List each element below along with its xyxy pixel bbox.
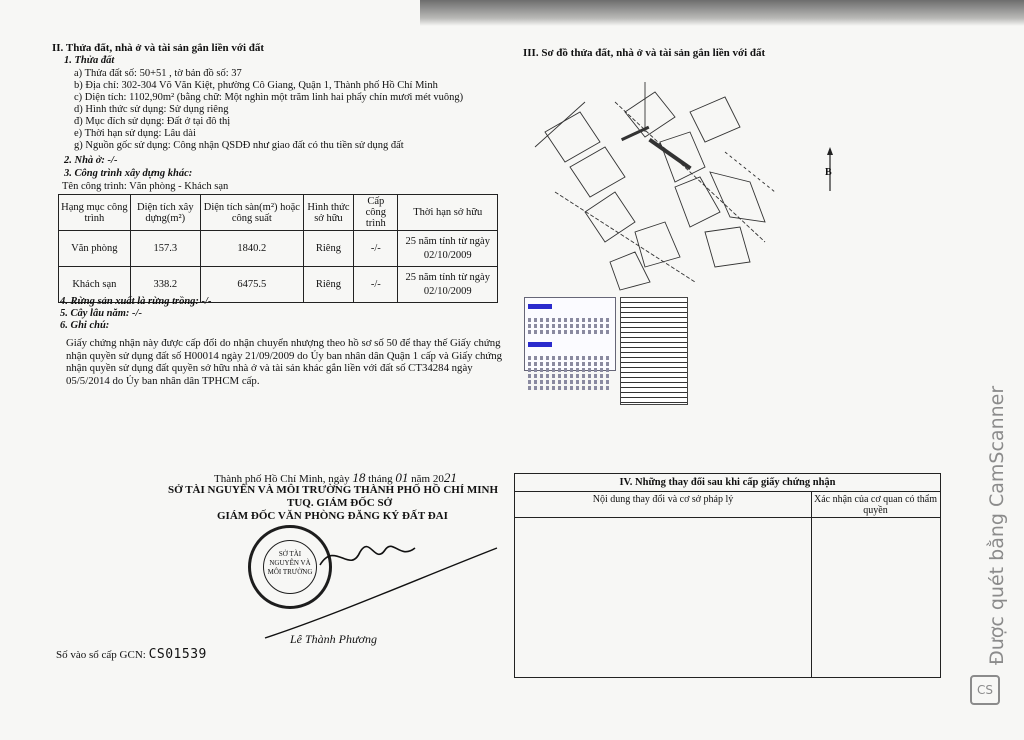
date-prefix: Thành phố Hồ Chí Minh, ngày <box>214 473 350 485</box>
table-header-row <box>59 195 498 231</box>
table-cell: Khách sạn <box>59 267 131 303</box>
land-line: b) Địa chỉ: 302-304 Võ Văn Kiệt, phường Cô Giang, Quận 1, Thành phố Hồ Chí Minh <box>74 80 438 91</box>
table-header: Hình thức sở hữu <box>303 195 353 231</box>
table-header: Cấp công trình <box>354 195 398 231</box>
map-parcel <box>675 177 720 227</box>
table-row <box>59 231 498 267</box>
north-label: B <box>825 167 832 178</box>
map-parcel <box>625 92 675 137</box>
serial-label: Số vào sổ cấp GCN: <box>56 649 146 661</box>
section4-title: IV. Những thay đổi sau khi cấp giấy chứng nhận <box>515 474 940 492</box>
serial-value: CS01539 <box>148 647 207 662</box>
land-line: đ) Mục đích sử dụng: Đất ở tại đô thị <box>74 116 231 127</box>
map-parcel <box>710 172 765 222</box>
sign-tuq: TUQ. GIÁM ĐỐC SỞ <box>287 497 393 509</box>
column-header: Xác nhận của cơ quan có thẩm quyền <box>811 491 940 518</box>
table-cell: 338.2 <box>130 267 200 303</box>
table-cell: 157.3 <box>130 231 200 267</box>
camscanner-watermark <box>986 335 1010 665</box>
table-header: Hạng mục công trình <box>59 195 131 231</box>
forest-line: 4. Rừng sản xuất là rừng trồng: -/- <box>60 296 212 307</box>
column-header: Nội dung thay đổi và cơ sở pháp lý <box>515 491 811 518</box>
map-parcel <box>705 227 750 267</box>
signer-name: Lê Thành Phương <box>290 632 377 646</box>
table-header: Thời hạn sở hữu <box>398 195 498 231</box>
land-line: g) Nguồn gốc sử dụng: Công nhận QSDĐ như giao đất có thu tiền sử dụng đất <box>74 140 404 151</box>
map-legend <box>524 297 616 371</box>
sign-dept: SỞ TÀI NGUYÊN VÀ MÔI TRƯỜNG THÀNH PHỐ HỒ CHÍ MINH <box>168 484 499 496</box>
table-cell: 6475.5 <box>200 267 303 303</box>
table-cell: 25 năm tính từ ngày 02/10/2009 <box>398 267 498 303</box>
parcel-map <box>525 72 785 297</box>
serial-number <box>56 647 207 662</box>
scan-shadow <box>420 0 1024 26</box>
land-heading: 1. Thửa đất <box>64 55 115 66</box>
table-cell: Riêng <box>303 231 353 267</box>
notes-heading: 6. Ghi chú: <box>60 320 110 331</box>
section2-title: II. Thửa đất, nhà ở và tài sản gắn liền với đất <box>52 42 265 54</box>
changes-table <box>514 473 941 678</box>
sign-director: GIÁM ĐỐC VĂN PHÒNG ĐĂNG KÝ ĐẤT ĐAI <box>217 510 448 522</box>
table-cell: 25 năm tính từ ngày 02/10/2009 <box>398 231 498 267</box>
land-line: d) Hình thức sử dụng: Sử dụng riêng <box>74 104 229 115</box>
signature-stroke-icon <box>225 520 525 645</box>
perennial-line: 5. Cây lâu năm: -/- <box>60 308 142 319</box>
table-cell: 1840.2 <box>200 231 303 267</box>
map-parcel <box>660 132 705 182</box>
table-header: Diện tích xây dựng(m²) <box>130 195 200 231</box>
land-line: a) Thửa đất số: 50+51 , tờ bản đồ số: 37 <box>74 68 242 79</box>
seal-center: SỞ TÀI NGUYÊN VÀ MÔI TRƯỜNG <box>263 540 317 594</box>
changes-content-column <box>515 491 812 677</box>
works-heading: 3. Công trình xây dựng khác: <box>64 168 193 179</box>
land-line: c) Diện tích: 1102,90m² (bằng chữ: Một nghìn một trăm linh hai phẩy chín mươi mét vuông) <box>74 92 464 103</box>
works-table <box>58 194 498 303</box>
map-parcel <box>690 97 740 142</box>
map-parcel <box>610 252 650 290</box>
table-cell: Văn phòng <box>59 231 131 267</box>
coordinate-table <box>620 297 688 405</box>
map-parcel <box>635 222 680 267</box>
watermark-text: Được quét bằng CamScanner <box>986 385 1008 665</box>
camscanner-logo-icon: CS <box>970 675 1000 705</box>
house-heading: 2. Nhà ở: -/- <box>64 155 118 166</box>
date-month-label: tháng <box>368 473 393 485</box>
date-year: 21 <box>443 470 457 485</box>
map-parcel <box>585 192 635 242</box>
table-cell: -/- <box>354 231 398 267</box>
works-name: Tên công trình: Văn phòng - Khách sạn <box>62 181 229 192</box>
land-line: e) Thời hạn sử dụng: Lâu dài <box>74 128 196 139</box>
date-year-label: năm 20 <box>411 473 444 485</box>
date-day: 18 <box>352 470 366 485</box>
table-cell: Riêng <box>303 267 353 303</box>
date-month: 01 <box>395 470 409 485</box>
table-cell: -/- <box>354 267 398 303</box>
north-arrow-icon <box>820 145 840 195</box>
table-header: Diện tích sàn(m²) hoặc công suất <box>200 195 303 231</box>
section3-title: III. Sơ đồ thửa đất, nhà ở và tài sản gắn liền với đất <box>523 47 766 59</box>
changes-confirm-column <box>811 491 940 677</box>
notes-text: Giấy chứng nhận này được cấp đổi do nhận chuyển nhượng theo hồ sơ số 50 để thay thế Giấy chứng nhận quyền sử dụng đất số H00014 ngày 21/09/2009 do Ủy ban nhân dân Quận 1 cấp và Giấy chứng nhận quyền sử dụng đất quyền sở hữu nhà ở và tài sản khác gắn liền với đất số CT34284 ngày 05/5/2014 do Ủy ban nhân dân TPHCM cấp. <box>66 337 503 387</box>
